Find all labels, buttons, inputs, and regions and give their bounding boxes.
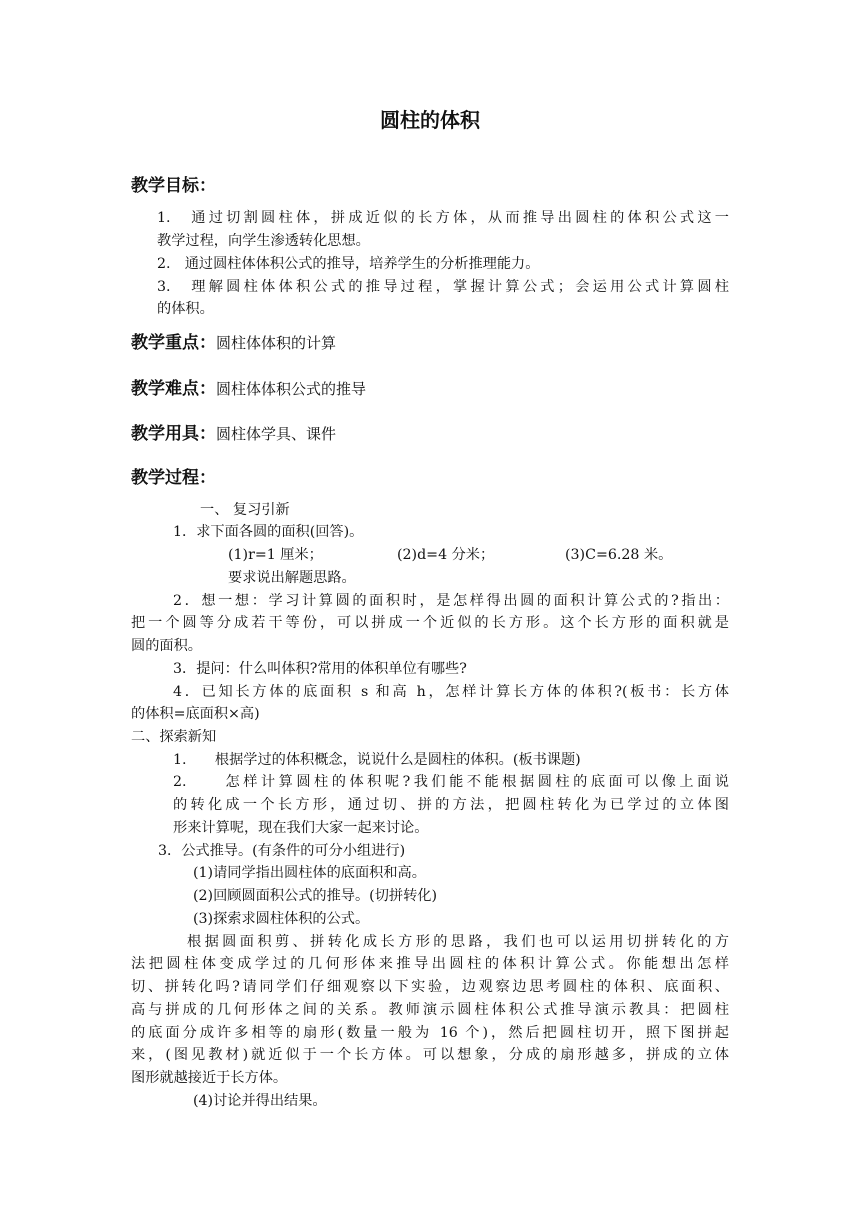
- goals-heading: 教学目标：: [131, 176, 216, 196]
- difficulty-value: 圆柱体体积公式的推导: [216, 380, 367, 398]
- tools: [131, 422, 336, 446]
- process-line: (2)d=4 分米；: [397, 547, 495, 563]
- process-line: (4)讨论并得出结果。: [193, 1093, 327, 1109]
- page-title: 圆柱的体积: [380, 108, 480, 132]
- process-line: 高与拼成的几何形体之间的关系。教师演示圆柱体积公式推导演示教具：把圆柱: [131, 1002, 729, 1018]
- process-heading: 教学过程：: [131, 468, 216, 488]
- process-line: 二、探索新知: [131, 729, 217, 745]
- process-line: 的体积=底面积×高): [131, 706, 260, 722]
- process-line: (1)r=1 厘米；: [228, 547, 323, 563]
- difficulty: [131, 377, 366, 401]
- key-point-heading: 教学重点：: [131, 333, 216, 353]
- process-line: (1)请同学指出圆柱体的底面积和高。: [193, 865, 426, 881]
- process-line: 3．提问：什么叫体积?常用的体积单位有哪些?: [173, 661, 467, 677]
- process-line: 来，(图见教材)就近似于一个长方体。可以想象，分成的扇形越多，拼成的立体: [131, 1047, 729, 1063]
- process-line: 1．求下面各圆的面积(回答)。: [173, 524, 364, 540]
- process-line: (3)C=6.28 米。: [565, 547, 673, 563]
- process-line: 3．公式推导。(有条件的可分小组进行): [158, 843, 406, 859]
- process-line: 圆的面积。: [131, 638, 202, 654]
- process-line: 把一个圆等分成若干等份，可以拼成一个近似的长方形。这个长方形的面积就是: [131, 615, 729, 631]
- process-line: 根据圆面积剪、拼转化成长方形的思路，我们也可以运用切拼转化的方: [187, 934, 729, 950]
- key-point: [131, 331, 336, 355]
- process-line: 法把圆柱体变成学过的几何形体来推导出圆柱的体积计算公式。你能想出怎样: [131, 956, 729, 972]
- goal-2: 2. 通过圆柱体体积公式的推导，培养学生的分析推理能力。: [157, 256, 540, 272]
- process-line: (3)探索求圆柱体积的公式。: [193, 911, 370, 927]
- goal-3-line-1: 3. 理解圆柱体体积公式的推导过程，掌握计算公式；会运用公式计算圆柱: [157, 279, 729, 295]
- process-line: 1. 根据学过的体积概念，说说什么是圆柱的体积。(板书课题): [173, 752, 581, 768]
- process-line: 一、 复习引新: [200, 502, 290, 518]
- goal-3-line-2: 的体积。: [157, 301, 214, 317]
- process-line: 图形就越接近于长方体。: [131, 1070, 288, 1086]
- process-line: 2. 怎样计算圆柱的体积呢?我们能不能根据圆柱的底面可以像上面说: [173, 774, 729, 790]
- goal-1-line-2: 教学过程，向学生渗透转化思想。: [157, 233, 370, 249]
- process-line: 要求说出解题思路。: [228, 570, 356, 586]
- tools-heading: 教学用具：: [131, 424, 216, 444]
- tools-value: 圆柱体学具、课件: [216, 425, 337, 443]
- process-line: (2)回顾圆面积公式的推导。(切拼转化): [193, 888, 437, 904]
- process-line: 形来计算呢，现在我们大家一起来讨论。: [173, 820, 429, 836]
- process-line: 的底面分成许多相等的扇形(数量一般为 16 个)，然后把圆柱切开，照下图拼起: [131, 1025, 729, 1041]
- goal-1-line-1: 1. 通过切割圆柱体，拼成近似的长方体，从而推导出圆柱的体积公式这一: [157, 210, 729, 226]
- difficulty-heading: 教学难点：: [131, 379, 216, 399]
- process-line: 切、拼转化吗?请同学们仔细观察以下实验，边观察边思考圆柱的体积、底面积、: [131, 979, 729, 995]
- key-point-value: 圆柱体体积的计算: [216, 334, 337, 352]
- process-line: 的转化成一个长方形，通过切、拼的方法，把圆柱转化为已学过的立体图: [173, 797, 729, 813]
- process-line: 4．已知长方体的底面积 s 和高 h，怎样计算长方体的体积?(板书：长方体: [173, 684, 729, 700]
- process-line: 2．想一想：学习计算圆的面积时，是怎样得出圆的面积计算公式的?指出：: [173, 593, 729, 609]
